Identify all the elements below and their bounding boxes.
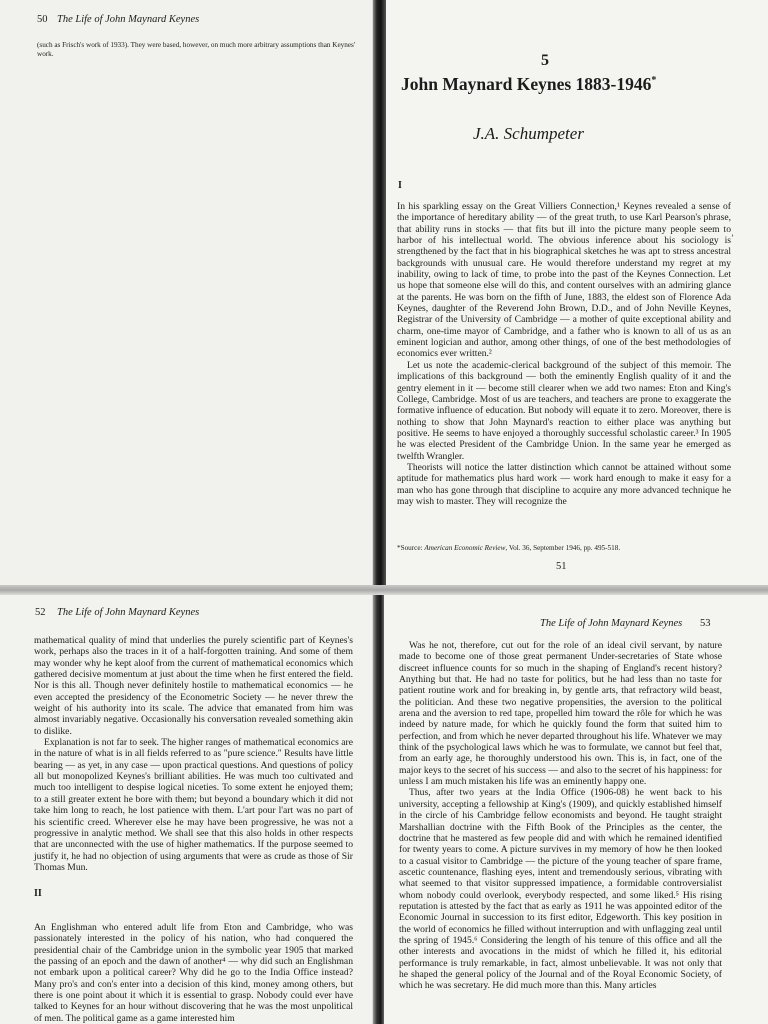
- page-51: [386, 0, 768, 585]
- paragraph: Theorists will notice the latter distinction which cannot be attained without some aptitude for mathematics plus hard work — work hard enough to make it easy for a man who has gone through that discipline to acquire any more advanced technique he may wish to master. They will recognize the: [397, 461, 731, 507]
- margin-tick: ’: [731, 233, 734, 243]
- running-head: [57, 607, 199, 618]
- paragraph: In his sparkling essay on the Great Villiers Connection,¹ Keynes revealed a sense of the importance of hereditary ability — of the great truth, to use Karl Pearson's phrase, that ability runs in stocks — that fits but ill into the picture many people seem to harbor of his intellectual world. The obvious inference about his sociology is strengthened by the fact that in his biographical sketches he was apt to stress ancestral backgrounds with unusual care. He would therefore understand my regret at my inability, owing to lack of time, to probe into the past of the Keynes Connection. Let us hope that someone else will do this, and content ourselves with an admiring glance at the parents. He was born on the fifth of June, 1883, the eldest son of Florence Ada Keynes, daughter of the Reverend John Brown, D.D., and of John Neville Keynes, Registrar of the University of Cambridge — a mother of quite exceptional ability and charm, one-time mayor of Cambridge, and a father who is known to all of us as an eminent logician and author, among other things, of one of the best methodologies of economics ever written.²: [397, 201, 731, 360]
- source-journal: American Economic Review: [424, 544, 506, 552]
- page-52: [0, 595, 372, 1024]
- chapter-number: 5: [541, 52, 549, 69]
- source-label: *Source:: [397, 544, 425, 552]
- paragraph: mathematical quality of mind that underlies the purely scientific part of Keynes's work, perhaps also the traces in it of a half-forgotten training. And some of them may wonder why he kept aloof from the current of mathematical economics which gathered decisive momentum at just about the time when he first entered the field. Nor is this all. Though never definitely hostile to mathematical economics — he even accepted the presidency of the Econometric Society — he never threw the weight of his authority into its scale. The advice that emanated from him was almost invariably negative. Occasionally his conversation revealed something akin to dislike.: [34, 635, 353, 737]
- body-text: [399, 640, 722, 992]
- paragraph: Explanation is not far to seek. The higher ranges of mathematical economics are in the nature of what is in all fields referred to as "pure science." Results have little bearing — as yet, in any case — upon practical questions. And questions of policy all but monopolized Keynes's brilliant abilities. He was much too cultivated and much too intelligent to despise logical niceties. To some extent he enjoyed them; to a still greater extent he bore with them; but beyond a boundary which it did not take him long to reach, he lost patience with them. L'art pour l'art was no part of his scientific creed. Wherever else he may have been progressive, he was not a progressive in analytic method. We shall see that this also holds in other respects that are unconnected with the use of higher mathematics. If the purpose seemed to justify it, he had no objection of using arguments that were as crude as those of Sir Thomas Mun.: [34, 737, 353, 873]
- running-head: [540, 618, 682, 629]
- running-head: [57, 14, 199, 25]
- book-spine-shadow: [373, 0, 386, 586]
- page-number: 50: [37, 14, 48, 25]
- paragraph: An Englishman who entered adult life from Eton and Cambridge, who was passionately interested in the policy of his nation, who had conquered the presidential chair of the Cambridge union in the symbolic year 1905 that marked the passing of an epoch and the dawn of another⁴ — why did such an Englishman not embark upon a political career? Why did he go to the India Office instead? Many pro's and con's enter into a decision of this kind, money among others, but there is one point about it which it is essential to grasp. Nobody could ever have talked to Keynes for an hour without discovering that he was the most unpolitical of men. The political game as a game interested him: [34, 922, 353, 1024]
- page-divider: [0, 585, 768, 595]
- chapter-title: [401, 74, 656, 95]
- source-footnote: [397, 544, 620, 552]
- page-number: 53: [700, 618, 711, 629]
- body-text: [34, 635, 353, 873]
- page-53: [384, 595, 768, 1024]
- section-numeral: II: [34, 888, 42, 899]
- chapter-title-text: John Maynard Keynes 1883-1946: [401, 74, 652, 94]
- book-spine-shadow: [373, 595, 384, 1024]
- chapter-author: J.A. Schumpeter: [473, 124, 584, 143]
- running-title: The Life of John Maynard Keynes: [57, 607, 200, 618]
- running-title: The Life of John Maynard Keynes: [57, 14, 200, 25]
- footnote-marker: *: [651, 75, 657, 87]
- paragraph: Was he not, therefore, cut out for the role of an ideal civil servant, by nature made to become one of those great permanent Under-secretaries of State whose discreet influence counts for so much in the shaping of England's recent history? Anything but that. He had no taste for politics, but he had less than no taste for patient routine work and for breaking in, by gentle arts, that refractory wild beast, the politician. And these two negative propensities, the aversion to the political arena and the aversion to red tape, propelled him toward the rôle for which he was indeed by nature made, for which he quickly found the form that suited him to perfection, and from which he never departed throughout his life. Whatever we may think of the psychological laws which he was to formulate, we cannot but feel that, from an early age, he thoroughly understood his own. This is, in fact, one of the major keys to the secret of his success — and also to the secret of his happiness: for unless I am much mistaken his life was an eminently happy one.: [399, 640, 722, 788]
- continued-footnote: (such as Frisch's work of 1933). They were based, however, on much more arbitrary assumptions than Keynes' work.: [37, 41, 356, 58]
- paragraph: Let us note the academic-clerical background of the subject of this memoir. The implications of this background — both the eminently English quality of it and the gentry element in it — become still clearer when we add two names: Eton and King's College, Cambridge. Most of us are teachers, and teachers are prone to exaggerate the formative influence of education. But nobody will equate it to zero. Moreover, there is nothing to show that John Maynard's reaction to either place was anything but positive. He seems to have enjoyed a thoroughly successful scholastic career.³ In 1905 he was elected President of the Cambridge Union. In the same year he emerged as twelfth Wrangler.: [397, 359, 731, 462]
- page-50: [0, 0, 372, 585]
- body-text: [397, 201, 731, 507]
- page-number: 52: [35, 607, 46, 618]
- source-details: , Vol. 36, September 1946, pp. 495-518.: [505, 544, 621, 552]
- running-title: The Life of John Maynard Keynes: [540, 618, 683, 629]
- page-number: 51: [556, 561, 567, 572]
- body-text: [34, 922, 353, 1024]
- paragraph: Thus, after two years at the India Office (1906-08) he went back to his university, accepting a fellowship at King's (1909), and quickly established himself in the circle of his Cambridge fellow economists and beyond. He taught straight Marshallian doctrine with the Fifth Book of the Principles as the center, the doctrine that he mastered as few people did and with which he remained identified for twenty years to come. A picture survives in my memory of how he then looked to a casual visitor to Cambridge — the picture of the young teacher of spare frame, ascetic countenance, flashing eyes, intent and tremendously serious, vibrating with what seemed to that visitor suppressed impatience, a formidable controversialist whom nobody could overlook, everybody respected, and some liked.⁵ His rising reputation is attested by the fact that as early as 1911 he was appointed editor of the Economic Journal in succession to its first editor, Edgeworth. This key position in the world of economics he filled without interruption and with unflagging zeal until the spring of 1945.⁶ Considering the length of his tenure of this office and all the other interests and avocations in the midst of which he filled it, his editorial performance is truly remarkable, in fact, almost unbelievable. It was not only that he shaped the general policy of the Journal and of the Royal Economic Society, of which he was secretary. He did much more than this. Many articles: [399, 787, 722, 992]
- section-numeral: I: [398, 180, 402, 191]
